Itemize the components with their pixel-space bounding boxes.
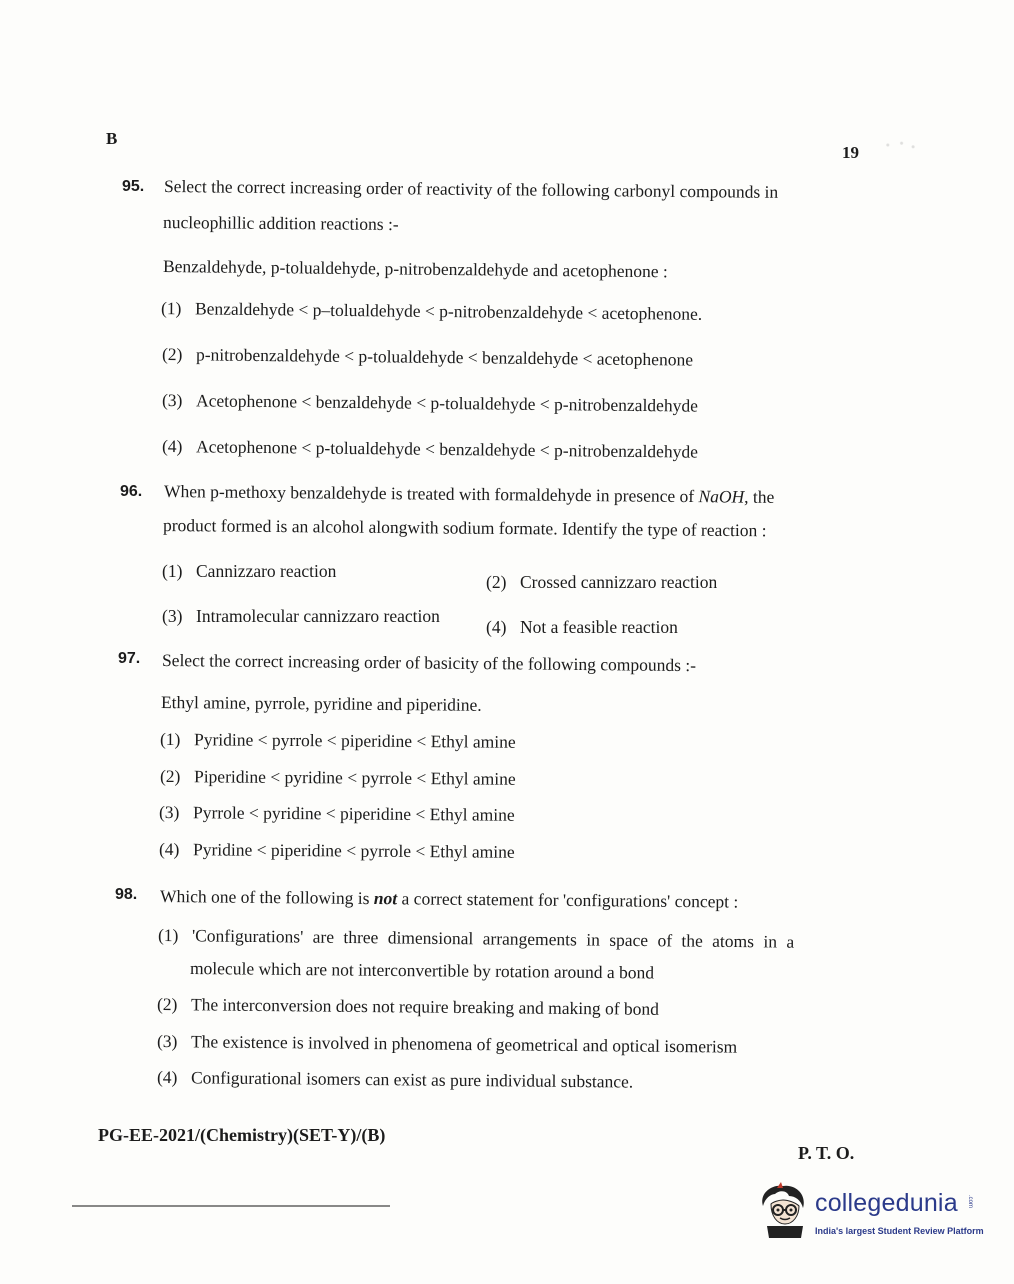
question-stem: Select the correct increasing order of basicity of the following compounds :- bbox=[161, 650, 697, 676]
option-text: Pyridine < pyrrole < piperidine < Ethyl amine bbox=[193, 729, 516, 752]
brand-name: collegedunia bbox=[815, 1189, 958, 1217]
question-stem: Select the correct increasing order of reactivity of the following carbonyl compounds in bbox=[163, 176, 779, 202]
option-number: (4) bbox=[158, 839, 180, 860]
option-number: (4) bbox=[156, 1067, 178, 1088]
stem-text: Which one of the following is bbox=[159, 886, 374, 909]
stem-text: a correct statement for 'configurations' concept : bbox=[397, 888, 739, 912]
question-stem: nucleophillic addition reactions :- bbox=[162, 212, 399, 235]
option-text: The interconversion does not require breaking and making of bond bbox=[190, 994, 660, 1019]
option-text: Pyridine < piperidine < pyrrole < Ethyl amine bbox=[192, 839, 515, 862]
formula-naoh: NaOH bbox=[698, 486, 745, 507]
option-1 bbox=[158, 925, 794, 953]
option-1 bbox=[162, 561, 336, 582]
set-letter: B bbox=[106, 129, 118, 148]
option-number: (2) bbox=[161, 344, 183, 365]
option-1-continuation: molecule which are not interconvertible by rotation around a bond bbox=[189, 958, 655, 983]
question-number: 95. bbox=[122, 178, 145, 195]
question-context: Benzaldehyde, p-tolualdehyde, p-nitrobenzaldehyde and acetophenone : bbox=[162, 256, 668, 282]
option-2 bbox=[157, 994, 659, 1020]
option-number: (4) bbox=[161, 436, 183, 457]
option-text: p-nitrobenzaldehyde < p-tolualdehyde < benzaldehyde < acetophenone bbox=[195, 344, 694, 370]
option-number: (3) bbox=[158, 802, 180, 823]
emphasis-not: not bbox=[373, 888, 398, 909]
option-3 bbox=[162, 390, 698, 417]
footer-rule bbox=[72, 1205, 390, 1207]
option-text: Not a feasible reaction bbox=[520, 617, 678, 637]
option-number: (1) bbox=[159, 729, 181, 750]
stem-text: , the bbox=[744, 486, 775, 507]
option-4 bbox=[159, 839, 515, 863]
option-number: (2) bbox=[156, 994, 178, 1015]
option-number: (3) bbox=[156, 1031, 178, 1052]
question-number: 98. bbox=[115, 886, 138, 903]
brand-tagline: India's largest Student Review Platform bbox=[815, 1226, 984, 1236]
question-number: 96. bbox=[120, 483, 143, 500]
option-4 bbox=[486, 617, 678, 638]
option-3 bbox=[162, 606, 440, 627]
option-number: (1) bbox=[160, 298, 182, 319]
option-3 bbox=[159, 802, 515, 826]
option-number: (4) bbox=[486, 617, 507, 637]
option-1 bbox=[161, 298, 702, 325]
option-number: (3) bbox=[161, 390, 183, 411]
option-text: Intramolecular cannizzaro reaction bbox=[196, 606, 440, 626]
option-2 bbox=[486, 572, 717, 593]
option-text: The existence is involved in phenomena of geometrical and optical isomerism bbox=[190, 1031, 738, 1057]
option-3 bbox=[157, 1031, 737, 1058]
option-number: (1) bbox=[157, 925, 179, 946]
please-turn-over: P. T. O. bbox=[798, 1143, 855, 1163]
question-context: Ethyl amine, pyrrole, pyridine and piperidine. bbox=[160, 692, 482, 715]
option-text: Cannizzaro reaction bbox=[196, 561, 337, 581]
question-stem bbox=[160, 886, 739, 913]
option-number: (2) bbox=[159, 766, 181, 787]
question-number: 97. bbox=[118, 650, 141, 667]
page-number: 19 bbox=[842, 143, 859, 162]
option-4 bbox=[157, 1067, 633, 1093]
question-stem: product formed is an alcohol alongwith sodium formate. Identify the type of reaction : bbox=[162, 515, 767, 541]
option-2 bbox=[160, 766, 516, 790]
option-number: (3) bbox=[162, 606, 183, 626]
mascot-icon bbox=[757, 1182, 809, 1238]
option-text: Acetophenone < benzaldehyde < p-tolualdehyde < p-nitrobenzaldehyde bbox=[195, 390, 699, 416]
option-text: Configurational isomers can exist as pure individual substance. bbox=[190, 1067, 634, 1092]
brand-logo bbox=[757, 1182, 997, 1242]
question-stem bbox=[164, 481, 775, 508]
option-text: Acetophenone < p-tolualdehyde < benzaldehyde < p-nitrobenzaldehyde bbox=[195, 436, 699, 462]
option-text: Piperidine < pyridine < pyrrole < Ethyl amine bbox=[193, 766, 516, 789]
option-4 bbox=[162, 436, 698, 463]
option-number: (2) bbox=[486, 572, 507, 592]
option-1 bbox=[160, 729, 516, 753]
option-text: Pyrrole < pyridine < piperidine < Ethyl amine bbox=[192, 802, 515, 825]
brand-domain: .com bbox=[967, 1195, 973, 1209]
option-text: 'Configurations' are three dimensional arrangements in space of the atoms in a bbox=[191, 925, 795, 952]
option-number: (1) bbox=[162, 561, 183, 581]
option-text: Crossed cannizzaro reaction bbox=[520, 572, 718, 592]
scan-smudge bbox=[874, 136, 920, 154]
stem-text: When p-methoxy benzaldehyde is treated with formaldehyde in presence of bbox=[163, 481, 699, 507]
paper-code: PG-EE-2021/(Chemistry)(SET-Y)/(B) bbox=[98, 1125, 386, 1145]
option-2 bbox=[162, 344, 693, 371]
option-text: Benzaldehyde < p–tolualdehyde < p-nitrobenzaldehyde < acetophenone. bbox=[194, 298, 703, 324]
